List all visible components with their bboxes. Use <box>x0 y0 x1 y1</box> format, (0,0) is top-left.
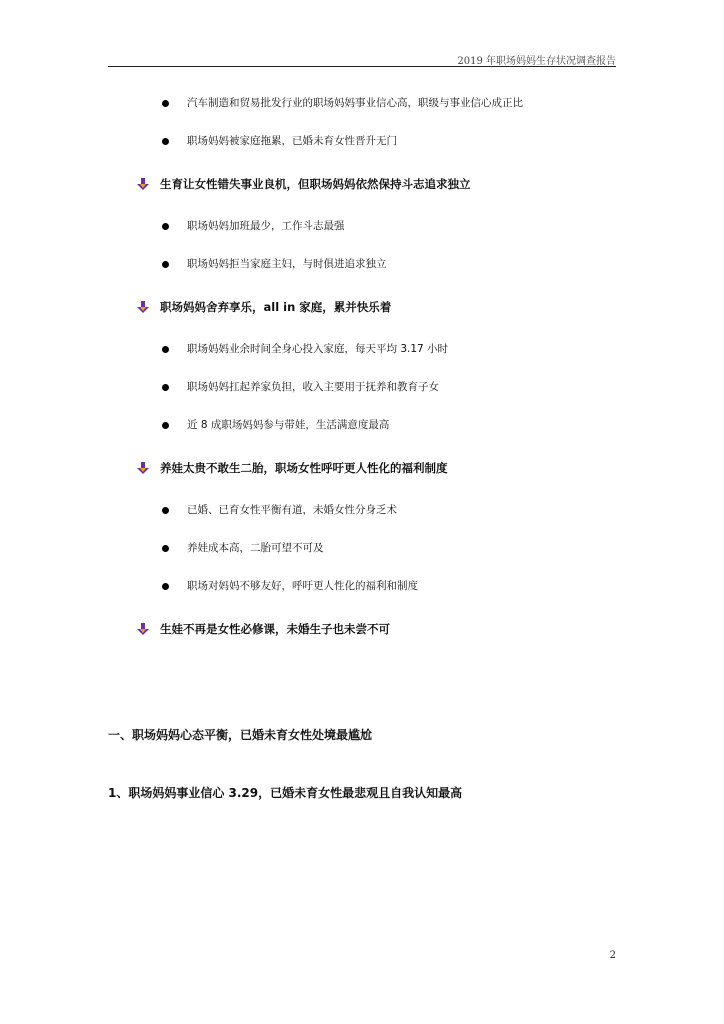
summary-heading-text: 生娃不再是女性必修课，未婚生子也未尝不可 <box>160 622 390 636</box>
subsection-heading: 1、职场妈妈事业信心 3.29，已婚未育女性最悲观且自我认知最高 <box>108 786 463 800</box>
bullet-text: 汽车制造和贸易批发行业的职场妈妈事业信心高，职级与事业信心成正比 <box>187 97 523 109</box>
bullet-dot-icon <box>162 100 169 107</box>
summary-heading <box>136 298 391 316</box>
bullet-text: 已婚、已育女性平衡有道，未婚女性分身乏术 <box>187 504 397 516</box>
summary-heading-text: 养娃太贵不敢生二胎，职场女性呼吁更人性化的福利制度 <box>160 461 448 475</box>
bullet-text: 职场妈妈被家庭拖累，已婚未育女性晋升无门 <box>187 135 397 147</box>
bullet-text: 近 8 成职场妈妈参与带娃，生活满意度最高 <box>187 419 390 431</box>
header-rule <box>108 66 616 67</box>
bullet-dot-icon <box>162 346 169 353</box>
bullet-text: 职场对妈妈不够友好，呼吁更人性化的福利和制度 <box>187 580 418 592</box>
bullet-dot-icon <box>162 384 169 391</box>
bullet-dot-icon <box>162 545 169 552</box>
bullet-item <box>162 379 439 395</box>
bullet-dot-icon <box>162 261 169 268</box>
bullet-dot-icon <box>162 422 169 429</box>
bullet-item <box>162 256 387 272</box>
summary-heading <box>136 620 390 638</box>
summary-heading-text: 职场妈妈舍弃享乐，all in 家庭，累并快乐着 <box>160 300 392 314</box>
down-arrow-icon <box>136 177 150 191</box>
bullet-item <box>162 417 389 433</box>
bullet-item <box>162 341 448 357</box>
down-arrow-icon <box>136 461 150 475</box>
bullet-dot-icon <box>162 507 169 514</box>
bullet-item <box>162 95 523 111</box>
bullet-dot-icon <box>162 583 169 590</box>
bullet-dot-icon <box>162 138 169 145</box>
page-number: 2 <box>609 950 616 961</box>
bullet-item <box>162 540 324 556</box>
bullet-text: 职场妈妈加班最少，工作斗志最强 <box>187 220 345 232</box>
summary-heading <box>136 175 471 193</box>
bullet-dot-icon <box>162 223 169 230</box>
down-arrow-icon <box>136 622 150 636</box>
bullet-text: 养娃成本高，二胎可望不可及 <box>187 542 324 554</box>
down-arrow-icon <box>136 300 150 314</box>
section-heading: 一、职场妈妈心态平衡，已婚未育女性处境最尴尬 <box>108 728 373 742</box>
running-header: 2019 年职场妈妈生存状况调查报告 <box>457 56 616 67</box>
bullet-item <box>162 218 345 234</box>
bullet-item <box>162 502 397 518</box>
summary-heading <box>136 459 448 477</box>
bullet-item <box>162 578 418 594</box>
bullet-text: 职场妈妈拒当家庭主妇，与时俱进追求独立 <box>187 258 387 270</box>
bullet-item <box>162 133 397 149</box>
bullet-text: 职场妈妈扛起养家负担，收入主要用于抚养和教育子女 <box>187 381 439 393</box>
bullet-text: 职场妈妈业余时间全身心投入家庭，每天平均 3.17 小时 <box>187 343 449 355</box>
summary-heading-text: 生育让女性错失事业良机，但职场妈妈依然保持斗志追求独立 <box>160 177 471 191</box>
